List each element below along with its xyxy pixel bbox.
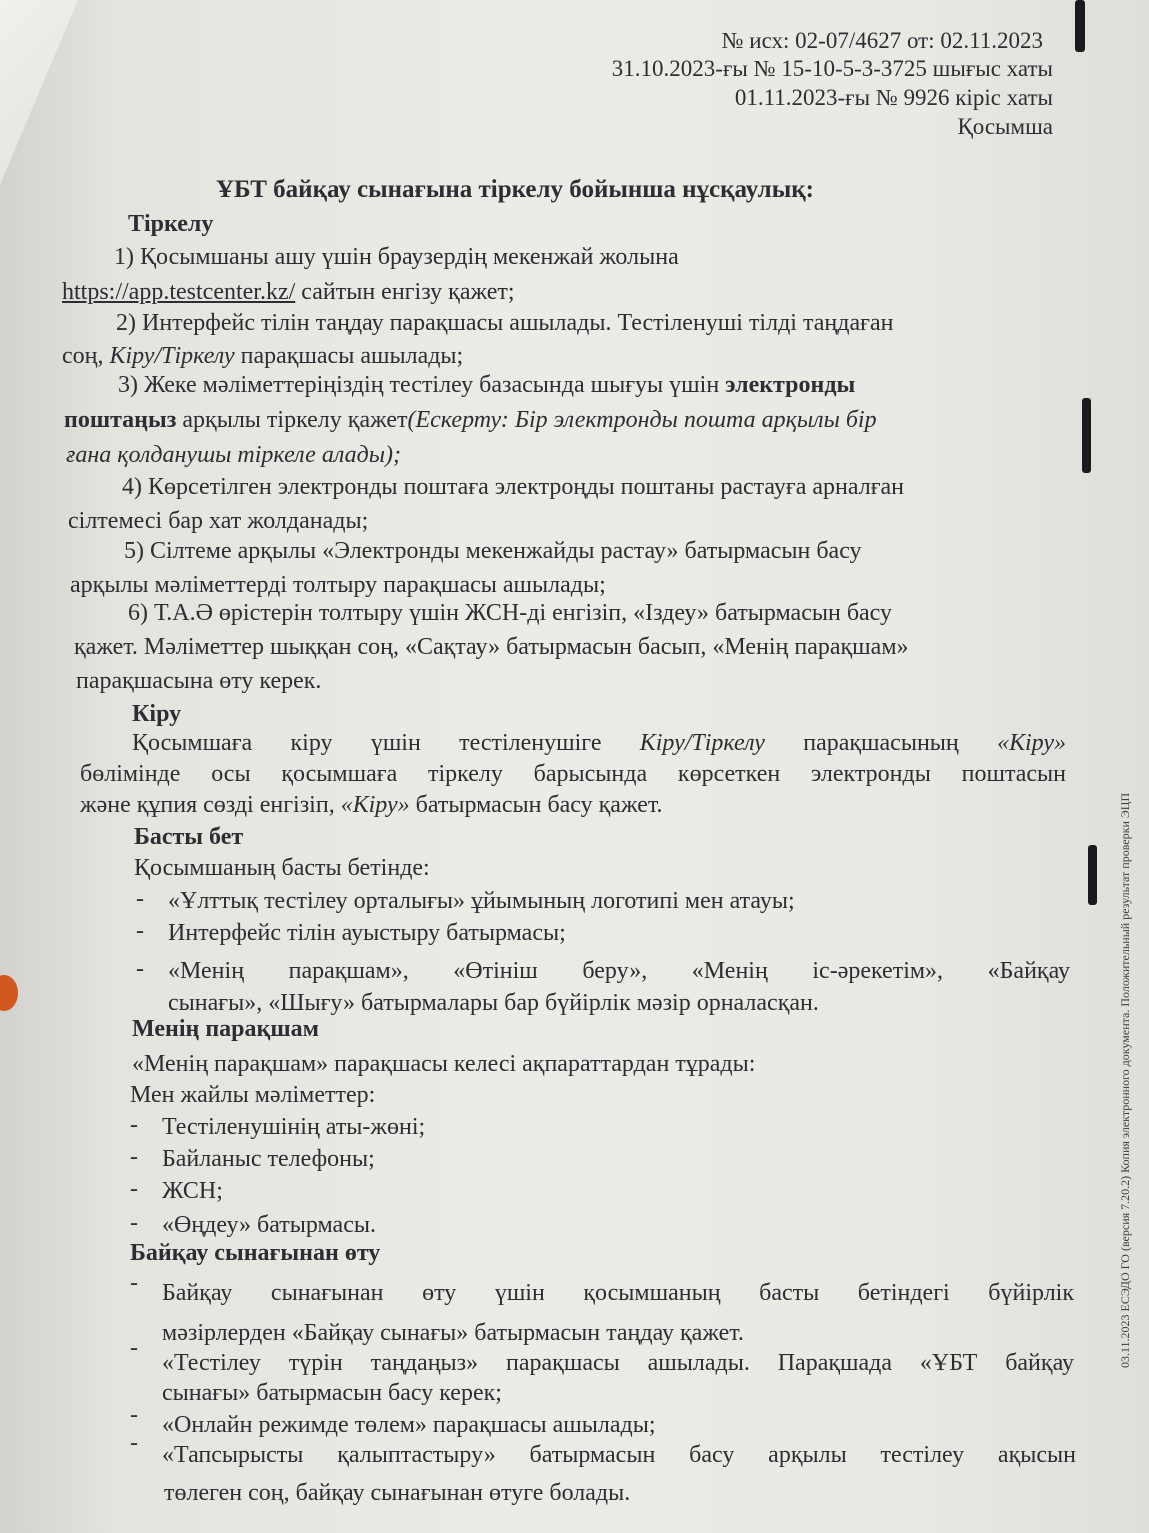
- bullet: -: [136, 918, 144, 944]
- testcenter-link[interactable]: https://app.testcenter.kz/: [62, 279, 296, 305]
- list-item: Байланыс телефоны;: [162, 1146, 375, 1172]
- bullet: -: [136, 886, 144, 912]
- paragraph-line: Қосымшаға кіру үшін тестіленушіге Кіру/Тіркелу парақшасының «Кіру»: [132, 730, 1067, 756]
- list-item: https://app.testcenter.kz/ сайтын енгізу қажет;: [62, 279, 515, 305]
- bullet: -: [130, 1210, 138, 1236]
- outgoing-letter: 31.10.2023-ғы № 15-10-5-3-3725 шығыс хаты: [611, 56, 1053, 81]
- list-item: Байқау сынағынан өту үшін қосымшаның басты бетіндегі бүйірлік: [162, 1280, 1074, 1306]
- ink-mark: [1075, 0, 1085, 52]
- section-heading: Менің парақшам: [132, 1016, 319, 1042]
- section-heading: Басты бет: [134, 824, 244, 850]
- list-item: ғана қолданушы тіркеле алады);: [66, 442, 401, 468]
- list-item: «Менің парақшам», «Өтініш беру», «Менің іс-әрекетім», «Байқау: [168, 958, 1070, 984]
- list-item: «Тестілеу түрін таңдаңыз» парақшасы ашылады. Парақшада «ҰБТ байқау: [162, 1350, 1074, 1376]
- section-heading: Байқау сынағынан өту: [130, 1240, 381, 1266]
- bullet: -: [130, 1144, 138, 1170]
- appendix-label: Қосымша: [957, 114, 1053, 139]
- paragraph-line: Қосымшаның басты бетінде:: [134, 855, 430, 881]
- list-item: 1) Қосымшаны ашу үшін браузердің мекенжай жолына: [114, 244, 679, 270]
- list-item: сынағы», «Шығу» батырмалары бар бүйірлік мәзір орналасқан.: [168, 990, 819, 1016]
- list-item: 6) Т.А.Ә өрістерін толтыру үшін ЖСН-ді енгізіп, «Іздеу» батырмасын басу: [128, 600, 893, 626]
- list-item: 3) Жеке мәліметтеріңіздің тестілеу базасында шығуы үшін электронды: [118, 372, 856, 398]
- list-item: Интерфейс тілін ауыстыру батырмасы;: [168, 920, 566, 946]
- page-fold-corner: [0, 0, 90, 190]
- list-item: төлеген соң, байқау сынағынан өтуге болады.: [164, 1480, 631, 1506]
- list-item: арқылы мәліметтерді толтыру парақшасы ашылады;: [70, 572, 606, 598]
- list-item: сілтемесі бар хат жолданады;: [68, 508, 369, 534]
- bullet: -: [136, 956, 144, 982]
- list-item: сынағы» батырмасын басу керек;: [162, 1380, 502, 1406]
- paragraph-line: және құпия сөзді енгізіп, «Кіру» батырмасын басу қажет.: [80, 792, 663, 818]
- list-item: қажет. Мәліметтер шыққан соң, «Сақтау» батырмасын басып, «Менің парақшам»: [74, 634, 909, 660]
- section-heading: Кіру: [132, 701, 182, 727]
- bullet: -: [130, 1176, 138, 1202]
- paragraph-line: «Менің парақшам» парақшасы келесі ақпараттардан тұрады:: [132, 1051, 756, 1077]
- list-item: «Онлайн режимде төлем» парақшасы ашылады;: [162, 1412, 656, 1438]
- bullet: -: [130, 1402, 138, 1428]
- paragraph-line: Мен жайлы мәліметтер:: [130, 1082, 376, 1108]
- bullet: -: [130, 1430, 138, 1456]
- orange-marker: [0, 975, 18, 1011]
- list-item: мәзірлерден «Байқау сынағы» батырмасын таңдау қажет.: [162, 1320, 744, 1346]
- edo-stamp: 03.11.2023 ЕСЭДО ГО (версия 7.20.2) Копия электронного документа. Положительный результат проверки ЭЦП: [1118, 792, 1132, 1368]
- list-item: 5) Сілтеме арқылы «Электронды мекенжайды растау» батырмасын басу: [124, 538, 862, 564]
- list-item: 2) Интерфейс тілін таңдау парақшасы ашылады. Тестіленуші тілді таңдаған: [116, 310, 894, 336]
- list-item: ЖСН;: [162, 1178, 223, 1204]
- section-heading: Тіркелу: [128, 211, 214, 237]
- list-item: соң, Кіру/Тіркелу парақшасы ашылады;: [62, 343, 464, 369]
- list-item: «Ұлттық тестілеу орталығы» ұйымының логотипі мен атауы;: [168, 888, 795, 914]
- page-title: ҰБТ байқау сынағына тіркелу бойынша нұсқаулық:: [216, 176, 814, 203]
- list-item: парақшасына өту керек.: [76, 668, 322, 694]
- bullet: -: [130, 1335, 138, 1361]
- list-item: поштаңыз арқылы тіркелу қажет(Ескерту: Бір электронды пошта арқылы бір: [64, 407, 877, 433]
- bullet: -: [130, 1112, 138, 1138]
- incoming-letter: 01.11.2023-ғы № 9926 кіріс хаты: [734, 85, 1053, 110]
- ink-mark: [1082, 398, 1091, 473]
- paragraph-line: бөлімінде осы қосымшаға тіркелу барысында көрсеткен электронды поштасын: [80, 761, 1066, 787]
- list-item: «Тапсырысты қалыптастыру» батырмасын басу арқылы тестілеу ақысын: [162, 1442, 1076, 1468]
- ink-mark: [1088, 845, 1097, 905]
- list-item: «Өңдеу» батырмасы.: [162, 1212, 376, 1238]
- bullet: -: [130, 1270, 138, 1296]
- outgoing-number: № исх: 02-07/4627 от: 02.11.2023: [721, 28, 1043, 53]
- list-item: Тестіленушінің аты-жөні;: [162, 1114, 426, 1140]
- list-item: 4) Көрсетілген электронды поштаға электроңды поштаны растауға арналған: [122, 474, 905, 500]
